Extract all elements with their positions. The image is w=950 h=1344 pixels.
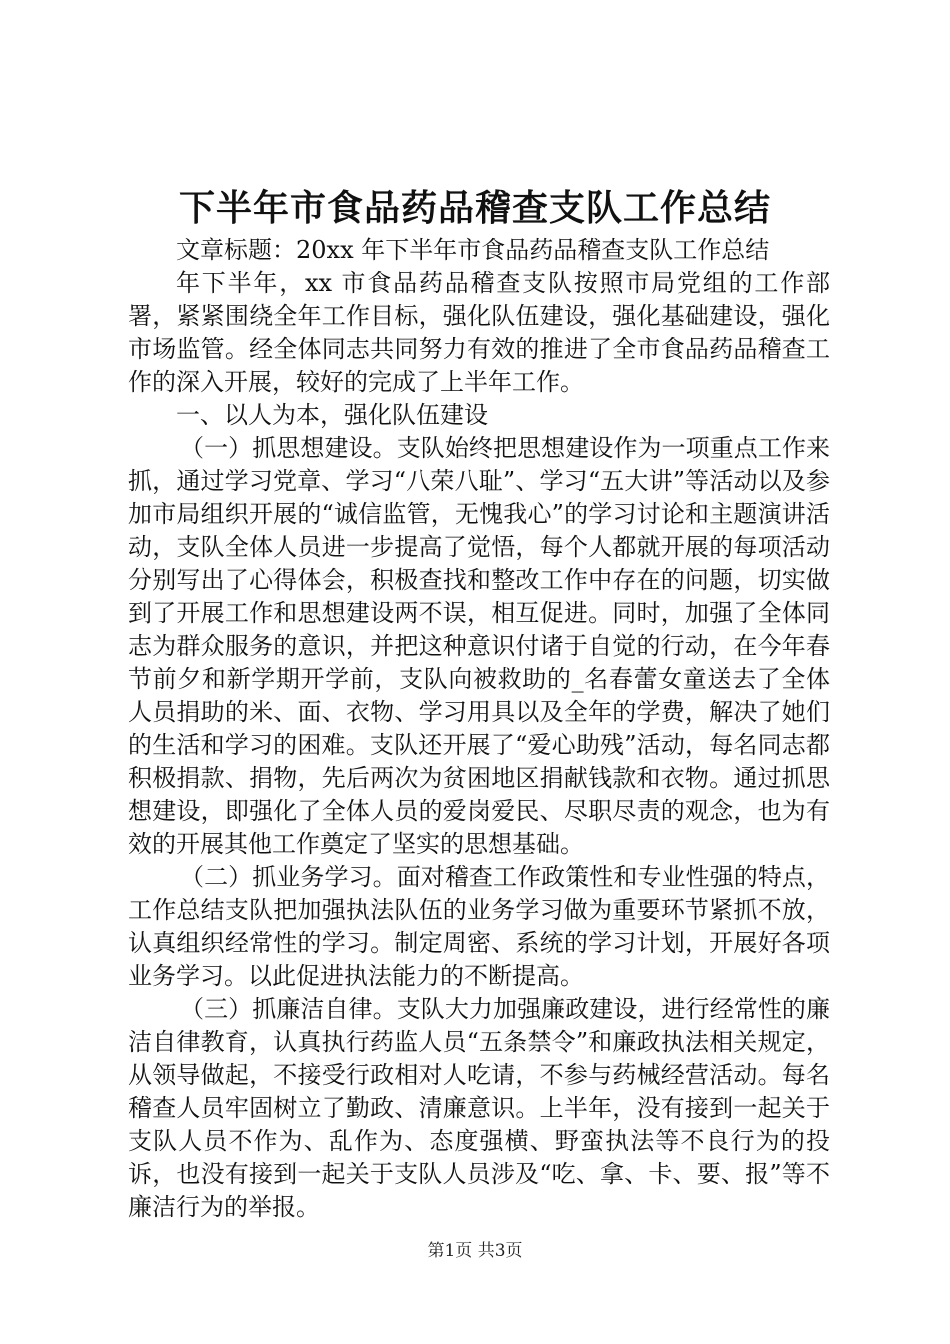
document-title: 下半年市食品药品稽查支队工作总结	[178, 187, 771, 229]
article-title-line: 文章标题：20xx 年下半年市食品药品稽查支队工作总结	[176, 236, 770, 264]
page-number-footer: 第1页 共3页	[427, 1241, 523, 1261]
section-heading: 一、以人为本，强化队伍建设	[176, 401, 488, 429]
intro-paragraph: 年下半年，xx 市食品药品稽查支队按照市局党组的工作部署，紧紧围绕全年工作目标，强化队伍建设，强化基础建设，强化市场监管。经全体同志共同努力有效的推进了全市食品药品稽查工作的深入开展，较好的完成了上半年工作。	[128, 269, 830, 396]
subsection-paragraph-3: （三）抓廉洁自律。支队大力加强廉政建设，进行经常性的廉洁自律教育，认真执行药监人员“五条禁令”和廉政执法相关规定，从领导做起，不接受行政相对人吃请，不参与药械经营活动。每名稽查人员牢固树立了勤政、清廉意识。上半年，没有接到一起关于支队人员不作为、乱作为、态度强横、野蛮执法等不良行为的投诉，也没有接到一起关于支队人员涉及“吃、拿、卡、要、报”等不廉洁行为的举报。	[128, 995, 830, 1221]
subsection-paragraph-2: （二）抓业务学习。面对稽查工作政策性和专业性强的特点，工作总结支队把加强执法队伍的业务学习做为重要环节紧抓不放，认真组织经常性的学习。制定周密、系统的学习计划，开展好各项业务学习。以此促进执法能力的不断提高。	[128, 863, 830, 990]
document-body	[128, 234, 830, 1224]
subsection-paragraph-1: （一）抓思想建设。支队始终把思想建设作为一项重点工作来抓，通过学习党章、学习“八荣八耻”、学习“五大讲”等活动以及参加市局组织开展的“诚信监管，无愧我心”的学习讨论和主题演讲活动，支队全体人员进一步提高了觉悟，每个人都就开展的每项活动分别写出了心得体会，积极查找和整改工作中存在的问题，切实做到了开展工作和思想建设两不误，相互促进。同时，加强了全体同志为群众服务的意识，并把这种意识付诸于自觉的行动，在今年春节前夕和新学期开学前，支队向被救助的_名春蕾女童送去了全体人员捐助的米、面、衣物、学习用具以及全年的学费，解决了她们的生活和学习的困难。支队还开展了“爱心助残”活动，每名同志都积极捐款、捐物，先后两次为贫困地区捐献钱款和衣物。通过抓思想建设，即强化了全体人员的爱岗爱民、尽职尽责的观念，也为有效的开展其他工作奠定了坚实的思想基础。	[128, 434, 830, 858]
